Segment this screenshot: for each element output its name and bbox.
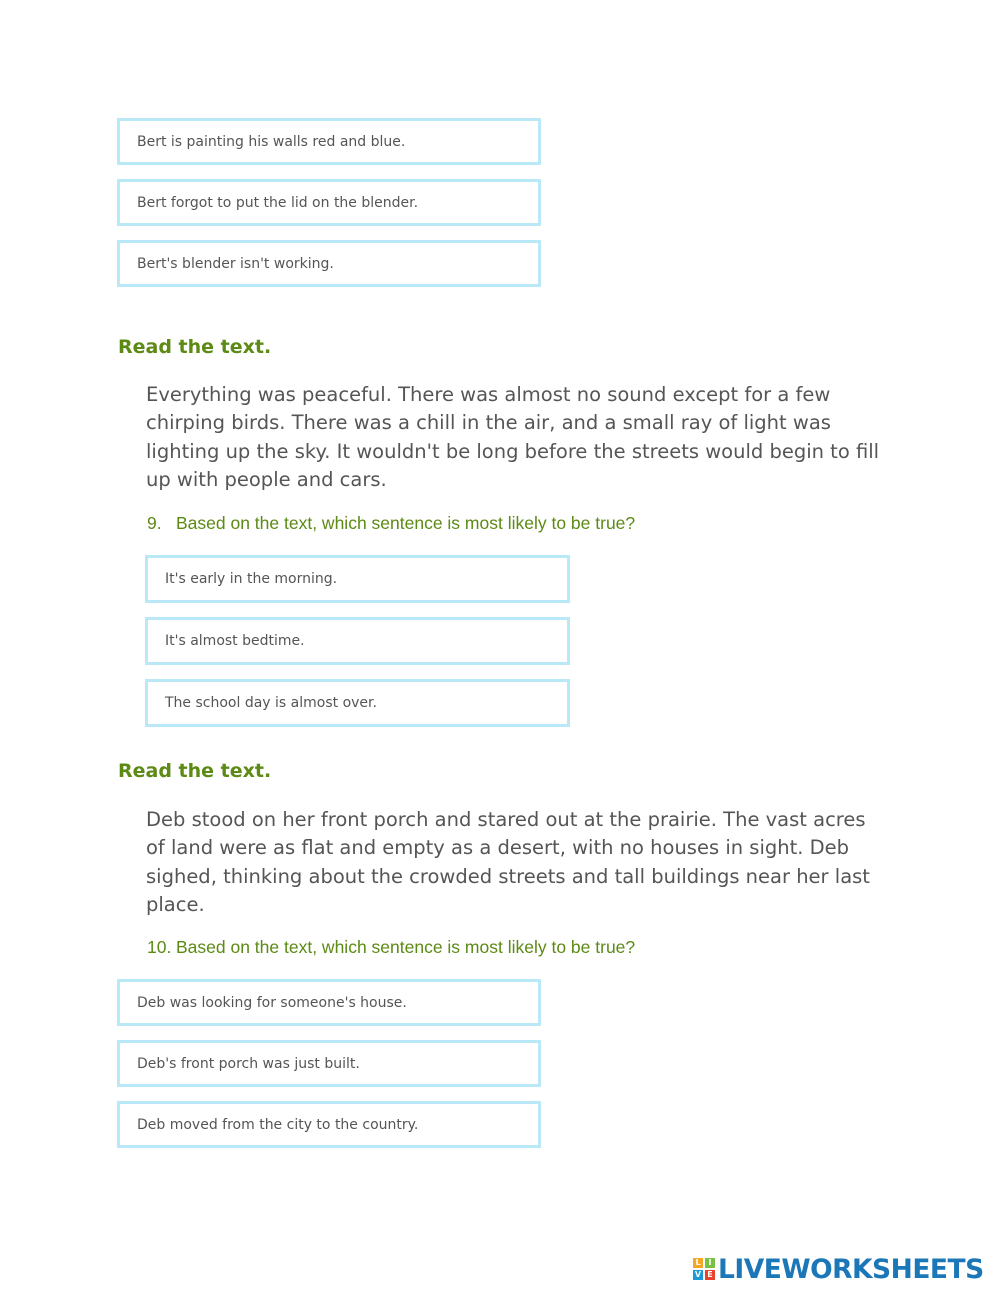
logo-letter-icon: E [705, 1270, 715, 1280]
logo-grid-icon [693, 1258, 715, 1280]
answer-option-10a[interactable]: Deb was looking for someone's house. [117, 979, 541, 1026]
liveworksheets-logo [693, 1253, 984, 1285]
answer-option-1b[interactable]: Bert forgot to put the lid on the blender. [117, 179, 541, 226]
question-number: 10. [147, 937, 172, 957]
question-9 [147, 513, 635, 534]
answer-option-1a[interactable]: Bert is painting his walls red and blue. [117, 118, 541, 165]
reading-passage: Deb stood on her front porch and stared out at the prairie. The vast acres of land were as flat and empty as a desert, with no houses in sight. Deb sighed, thinking about the crowded streets and tall buildings near her last place. [146, 808, 870, 916]
logo-letter-icon: L [693, 1258, 703, 1268]
answer-option-10b[interactable]: Deb's front porch was just built. [117, 1040, 541, 1087]
logo-letter-icon: V [694, 1270, 702, 1279]
logo-wordmark: LIVEWORKSHEETS [718, 1253, 984, 1285]
question-10 [147, 937, 635, 958]
question-text: Based on the text, which sentence is most likely to be true? [176, 937, 636, 957]
answer-option-9c[interactable]: The school day is almost over. [145, 679, 570, 727]
question-text: Based on the text, which sentence is most likely to be true? [176, 513, 636, 533]
answer-option-9b[interactable]: It's almost bedtime. [145, 617, 570, 665]
section-heading: Read the text. [118, 760, 272, 782]
logo-letter-icon: I [705, 1258, 715, 1268]
answer-option-10c[interactable]: Deb moved from the city to the country. [117, 1101, 541, 1148]
answer-option-9a[interactable]: It's early in the morning. [145, 555, 570, 603]
question-number: 9. [147, 513, 162, 533]
reading-passage: Everything was peaceful. There was almost no sound except for a few chirping birds. There was a chill in the air, and a small ray of light was lighting up the sky. It wouldn't be long before the streets would begin to fill up with people and cars. [146, 383, 880, 491]
answer-option-1c[interactable]: Bert's blender isn't working. [117, 240, 541, 287]
section-heading: Read the text. [118, 336, 272, 358]
